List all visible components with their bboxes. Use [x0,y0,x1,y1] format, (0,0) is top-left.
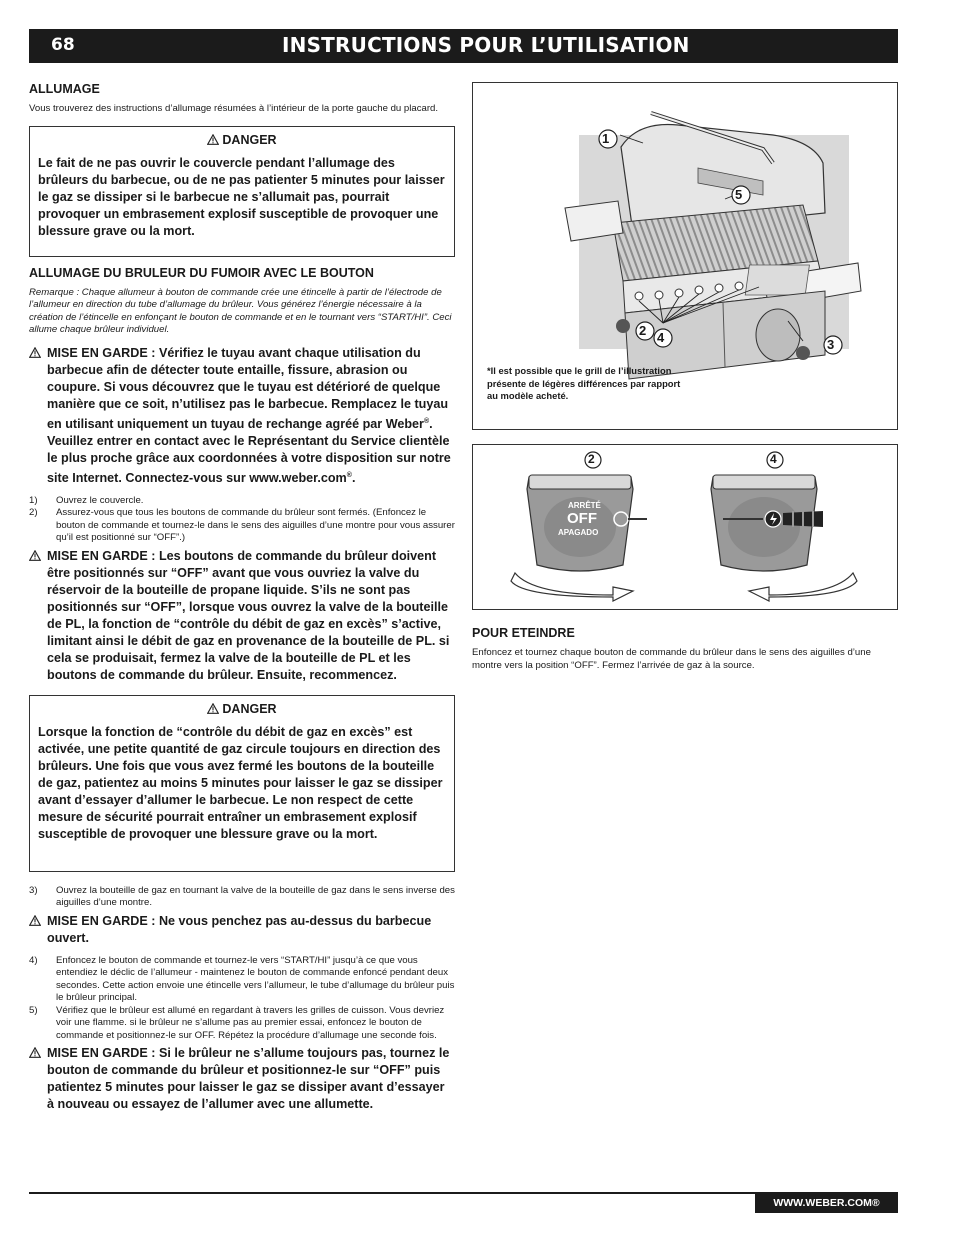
callout-4: 4 [657,330,665,345]
list-item-text: Assurez-vous que tous les boutons de commande du brûleur sont fermés. (Enfoncez le bouton de commande et tournez-le dans le sens des aiguilles d’une montre pour vous assurer qu’il est positionné sur “OFF”.) [56,507,455,544]
eteindre-text: Enfoncez et tournez chaque bouton de commande du brûleur dans le sens des aiguilles d’une montre vers la position “OFF”. Fermez l’arrivée de gaz à la source. [472,647,871,671]
propane-tank [756,309,800,361]
wheel [616,319,630,333]
danger-title-text-1: DANGER [222,132,277,147]
warning-1 [29,345,455,487]
callout-5: 5 [735,187,743,202]
footer-url[interactable]: WWW.WEBER.COM® [755,1194,898,1213]
knob-off [511,475,647,601]
callout-2: 2 [639,323,647,338]
grill-illustration [472,82,898,430]
warning-1-text-b: . Veuillez entrer en contact avec le Représentant du Service clientèle le plus proche grâce aux coordonnées à votre disposition sur notre site Internet. Connectez-vous sur www.weber.com [47,416,451,485]
left-column [29,82,455,1113]
list-item-number: 2) [29,507,38,519]
warning-1-text-a: MISE EN GARDE : Vérifiez le tuyau avant chaque utilisation du barbecue afin de détecter toute entaille, fissure, abrasion ou coupure. Si vous découvrez que le tuyau est détérioré de quelque manière que ce soit, n’utilisez pas le barbecue. Remplacez le tuyau en utilisant uniquement un tuyau de rechange agréé par Weber [47,345,449,431]
warning-3 [29,913,455,947]
list-item-text: Ouvrez le couvercle. [56,494,144,506]
knob-label-apagado: APAGADO [558,528,599,537]
registered-mark: ® [346,471,352,479]
page-header [29,29,898,63]
warning-triangle-icon [207,134,219,145]
step-3 [29,885,455,910]
list-item-number: 1) [29,494,38,506]
danger-box-1 [29,126,455,257]
list-item-number: 3) [29,884,38,896]
list-item [29,1005,455,1043]
list-item-text: Vérifiez que le brûleur est allumé en regardant à travers les grilles de cuisson. Vous devriez voir une flamme. si le brûleur ne s’allume pas au premier essai, enfoncez le bouton de commande et positionnez-le sur OFF. Répétez la procédure d’allumage une seconde fois. [56,1004,445,1041]
list-item [29,885,455,910]
warning-triangle-icon [29,1047,41,1058]
list-item [29,955,455,1005]
illustration-caption: *Il est possible que le grill de l’illustration présente de légères différences par rapport au modèle acheté. [487,365,681,401]
steps-list-b [29,955,455,1043]
fumoir-heading: ALLUMAGE DU BRULEUR DU FUMOIR AVEC LE BOUTON [29,265,374,280]
warning-triangle-icon [29,915,41,926]
knob-callout-2: 2 [588,452,595,466]
warning-1-text-c: . [351,470,356,485]
warning-2 [29,548,455,684]
warning-triangle-icon [29,550,41,561]
clockwise-arrow [511,573,633,601]
callout-1: 1 [602,131,610,146]
warning-triangle-icon [207,703,219,714]
danger-body-2: Lorsque la fonction de “contrôle du débit de gaz en excès” est activée, une petite quantité de gaz circule toujours en direction des brûleurs. Une fois que vous avez fermé les boutons de la bouteille de gaz, patientez au moins 5 minutes pour laisser le gaz se dissiper avant d’essayer d’allumer le barbecue. Le non respect de cette mesure de sécurité pourrait entraîner un embrasement explosif susceptible de provoquer une blessure grave ou la mort. [38,724,443,841]
warning-4 [29,1045,455,1113]
list-item [29,507,455,545]
warning-triangle-icon [29,347,41,358]
danger-body-1: Le fait de ne pas ouvrir le couvercle pendant l’allumage des brûleurs du barbecue, ou de ne pas patienter 5 minutes pour laisser le gaz se dissiper si le barbecue ne s’allumait pas, pourrait provoquer un embrasement explosif susceptible de provoquer une blessure grave ou la mort. [38,155,445,238]
knob-label-off: OFF [567,510,597,527]
danger-title-1 [38,133,446,147]
callout-3: 3 [827,337,835,352]
wheel [796,346,810,360]
list-item-text: Enfoncez le bouton de commande et tournez-le vers “START/HI” jusqu’à ce que vous entendiez le déclic de l’allumeur - maintenez le bouton de commande enfoncé pendant deux secondes. Cette action envoie une étincelle vers l’allumeur, le tube d’allumage du brûleur puis le brûleur principal. [56,954,455,1004]
page-title: INSTRUCTIONS POUR L’UTILISATION [282,33,690,57]
warning-4-text: MISE EN GARDE : Si le brûleur ne s’allume toujours pas, tournez le bouton de commande du brûleur et positionnez-le sur “OFF” puis patientez 5 minutes pour laisser le gaz se dissiper avant d’essayer à nouveau ou essayez de l’allumer avec une allumette. [47,1046,450,1112]
warning-3-text: MISE EN GARDE : Ne vous penchez pas au-dessus du barbecue ouvert. [47,913,432,945]
list-item [29,495,455,508]
allumage-text: Vous trouverez des instructions d’allumage résumées à l’intérieur de la porte gauche du placard. [29,103,439,114]
registered-mark: ® [423,417,430,425]
steps-list-a [29,495,455,545]
page-number: 68 [51,35,75,55]
knob-illustration [472,444,898,610]
danger-title-2 [38,702,446,716]
eteindre-heading: POUR ETEINDRE [472,626,575,640]
danger-title-text-2: DANGER [222,701,277,716]
knob-callout-4: 4 [770,452,777,466]
danger-box-2 [29,695,455,872]
list-item-number: 4) [29,954,38,966]
knob-drawing [473,445,897,609]
fumoir-note: Remarque : Chaque allumeur à bouton de commande crée une étincelle à partir de l’électrode de l’allumeur en direction du tube d’allumage du brûleur. Vous générez l’énergie nécessaire à la création de l’étincelle en enfonçant le bouton de commande et en le tournant vers “START/HI”. Ceci allume chaque brûleur individuel. [29,286,452,335]
list-item-number: 5) [29,1004,38,1016]
allumage-heading: ALLUMAGE [29,82,100,96]
counterclockwise-arrow [749,573,857,601]
list-item-text: Ouvrez la bouteille de gaz en tournant la valve de la bouteille de gaz dans le sens inverse des aiguilles d’une montre. [56,884,455,909]
knob-start [711,475,857,601]
knob-label-arrete: ARRÊTÉ [568,501,601,510]
right-column [472,82,898,672]
warning-2-text: MISE EN GARDE : Les boutons de commande du brûleur doivent être positionnés sur “OFF” avant que vous ouvriez la valve du réservoir de la bouteille de propane liquide. S’ils ne sont pas positionnés sur “OFF”, lorsque vous ouvrez la valve de la bouteille de PL, la fonction de “contrôle du débit de gaz en excès” s’active, limitant ainsi le débit de gaz en provenance de la bouteille de PL. si cela se produisait, fermez la valve de la bouteille de PL et les boutons de commande du brûleur. Ensuite, recommencez. [47,548,450,682]
